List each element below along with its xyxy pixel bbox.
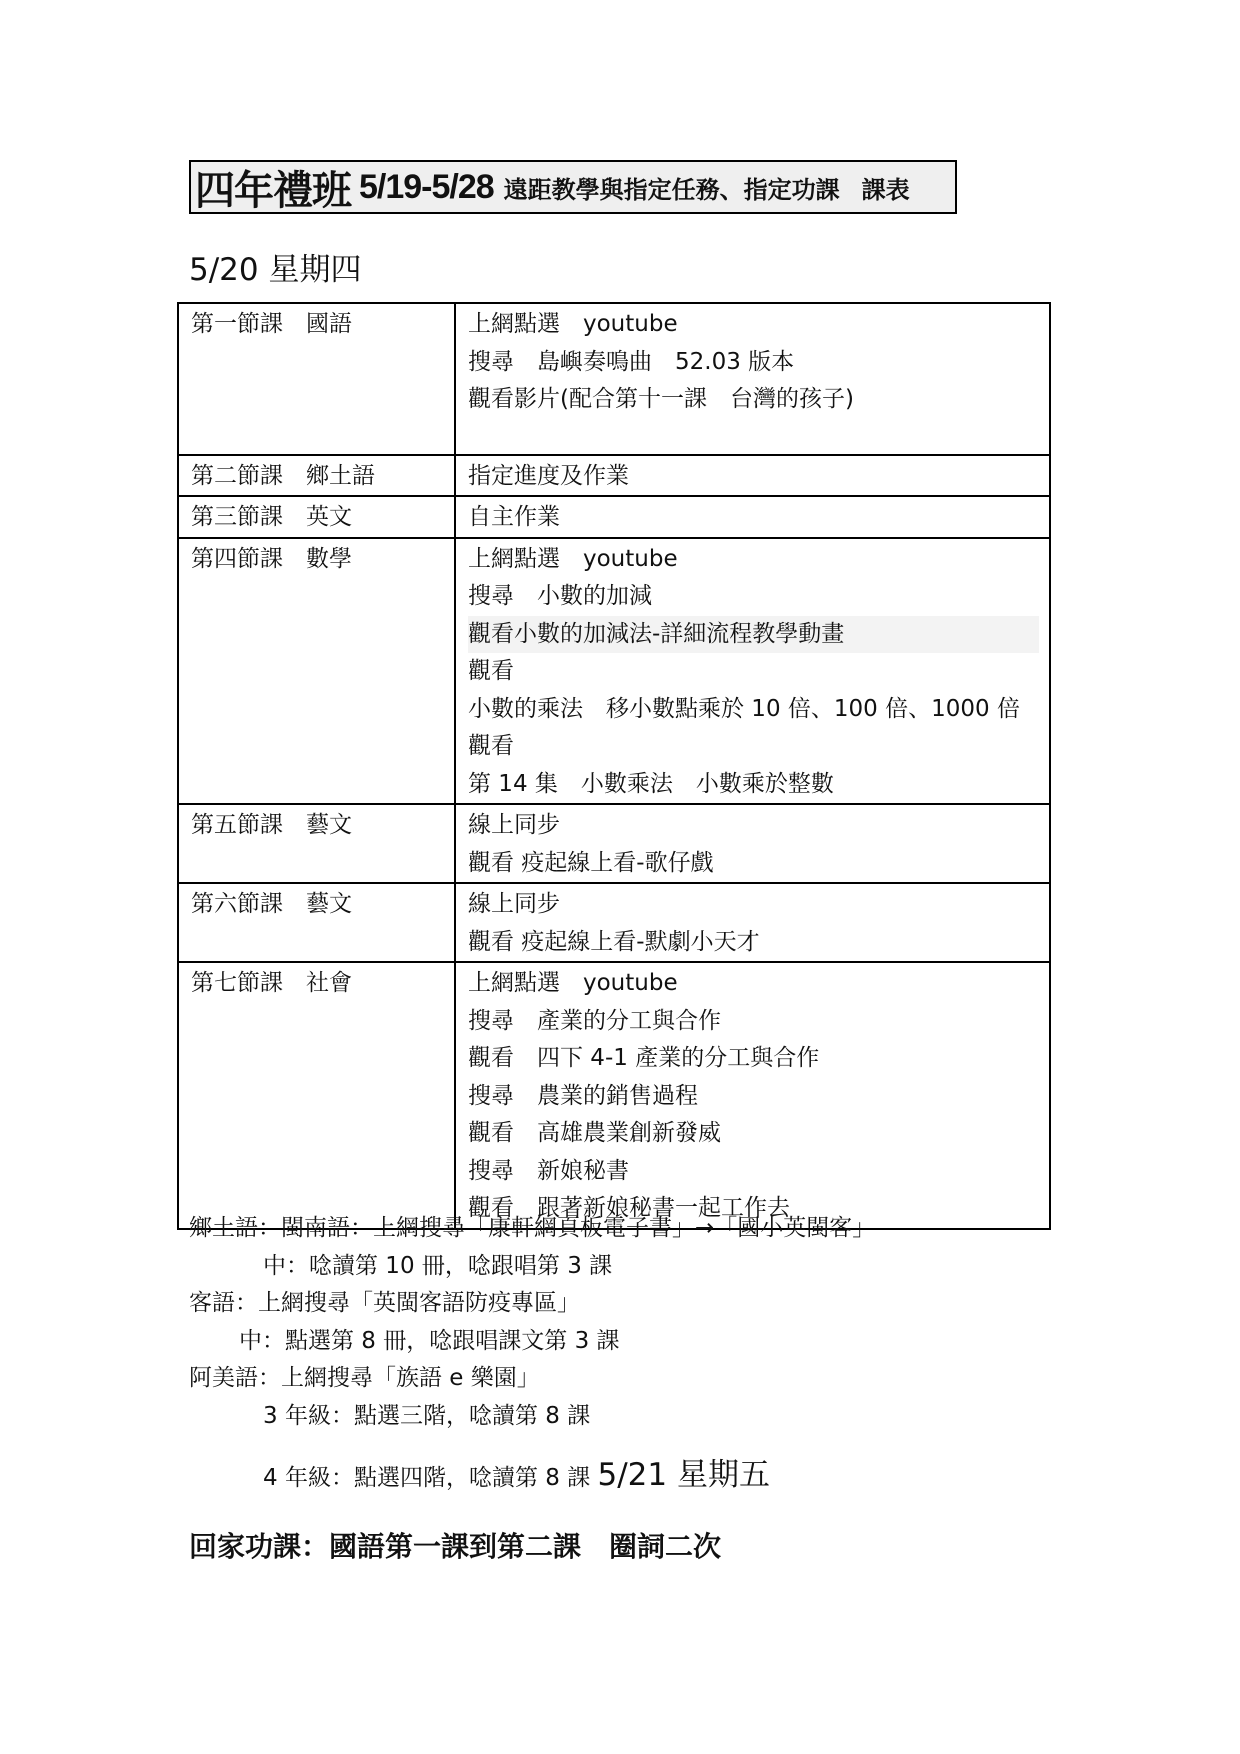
note-amis-grade4-row: [189, 1455, 875, 1495]
title-subtitle: 遠距教學與指定任務、指定功課: [503, 175, 840, 204]
title-class-name: 四年禮班: [195, 167, 351, 214]
language-notes: [189, 1210, 875, 1495]
period-cell: 第五節課 藝文: [178, 804, 455, 883]
note-hakka: 客語：上網搜尋「英閩客語防疫專區」: [189, 1290, 580, 1316]
activity-cell: [455, 303, 1050, 455]
note-minnan: 鄉土語：閩南語：上網搜尋「康軒網頁板電子書」→「國小英閩客」: [189, 1215, 876, 1241]
activity-cell: [455, 883, 1050, 962]
activity-line: 觀看 疫起線上看-默劇小天才: [468, 928, 760, 955]
next-day-heading: 5/21 星期五: [597, 1457, 770, 1493]
activity-line: 觀看 高雄農業創新發威: [468, 1120, 721, 1146]
activity-line: 觀看 疫起線上看-歌仔戲: [468, 849, 714, 876]
note-amis-grade4: 4 年級：點選四階，唸讀第 8 課: [263, 1465, 591, 1491]
activity-cell: [455, 538, 1050, 805]
title-date-range: 5/19-5/28: [359, 167, 494, 206]
activity-line: 自主作業: [468, 504, 560, 530]
activity-line: 線上同步: [468, 812, 560, 838]
schedule-table: [177, 302, 1051, 1230]
note-amis-grade3: 3 年級：點選三階，唸讀第 8 課: [263, 1402, 591, 1429]
note-minnan-detail: 中：唸讀第 10 冊，唸跟唱第 3 課: [263, 1252, 613, 1279]
activity-line: 搜尋 島嶼奏鳴曲 52.03 版本: [468, 348, 795, 375]
day-heading: 5/20 星期四: [189, 252, 362, 288]
table-row: [178, 804, 1050, 883]
table-row: [178, 455, 1050, 497]
activity-line: 觀看小數的加減法-詳細流程教學動畫: [468, 616, 1039, 654]
activity-line: 上網點選 youtube: [468, 311, 678, 337]
table-row: [178, 496, 1050, 538]
activity-line: 觀看: [468, 658, 514, 684]
activity-line: 搜尋 產業的分工與合作: [468, 1007, 721, 1034]
activity-line: 線上同步: [468, 891, 560, 917]
activity-line: 搜尋 農業的銷售過程: [468, 1082, 698, 1109]
activity-line: 搜尋 新娘秘書: [468, 1157, 629, 1184]
activity-cell: [455, 804, 1050, 883]
activity-cell: [455, 455, 1050, 497]
note-amis: 阿美語：上網搜尋「族語 e 樂園」: [189, 1365, 540, 1391]
period-cell: 第一節課 國語: [178, 303, 455, 455]
activity-cell: [455, 496, 1050, 538]
activity-line: 上網點選 youtube: [468, 970, 678, 996]
activity-line: 觀看影片(配合第十一課 台灣的孩子): [468, 386, 854, 412]
note-hakka-detail: 中：點選第 8 冊，唸跟唱課文第 3 課: [239, 1327, 620, 1354]
table-row: [178, 962, 1050, 1229]
period-cell: 第六節課 藝文: [178, 883, 455, 962]
activity-cell: [455, 962, 1050, 1229]
activity-line: 觀看 四下 4-1 產業的分工與合作: [468, 1045, 820, 1071]
table-row: [178, 883, 1050, 962]
period-cell: 第二節課 鄉土語: [178, 455, 455, 497]
activity-line: 小數的乘法 移小數點乘於 10 倍、100 倍、1000 倍: [468, 695, 1020, 722]
spacer: [468, 419, 1039, 454]
homework: 回家功課：國語第一課到第二課 圈詞二次: [189, 1530, 722, 1563]
activity-line: 觀看: [468, 733, 514, 759]
page-title: [189, 160, 957, 214]
table-row: [178, 538, 1050, 805]
period-cell: 第三節課 英文: [178, 496, 455, 538]
activity-line: 觀看 跟著新娘秘書一起工作去: [468, 1195, 790, 1221]
period-cell: 第四節課 數學: [178, 538, 455, 805]
table-row: [178, 303, 1050, 455]
period-cell: 第七節課 社會: [178, 962, 455, 1229]
activity-line: 第 14 集 小數乘法 小數乘於整數: [468, 770, 834, 797]
activity-line: 搜尋 小數的加減: [468, 583, 652, 609]
title-timetable-label: 課表: [861, 175, 910, 204]
activity-line: 指定進度及作業: [468, 462, 629, 489]
activity-line: 上網點選 youtube: [468, 545, 678, 572]
